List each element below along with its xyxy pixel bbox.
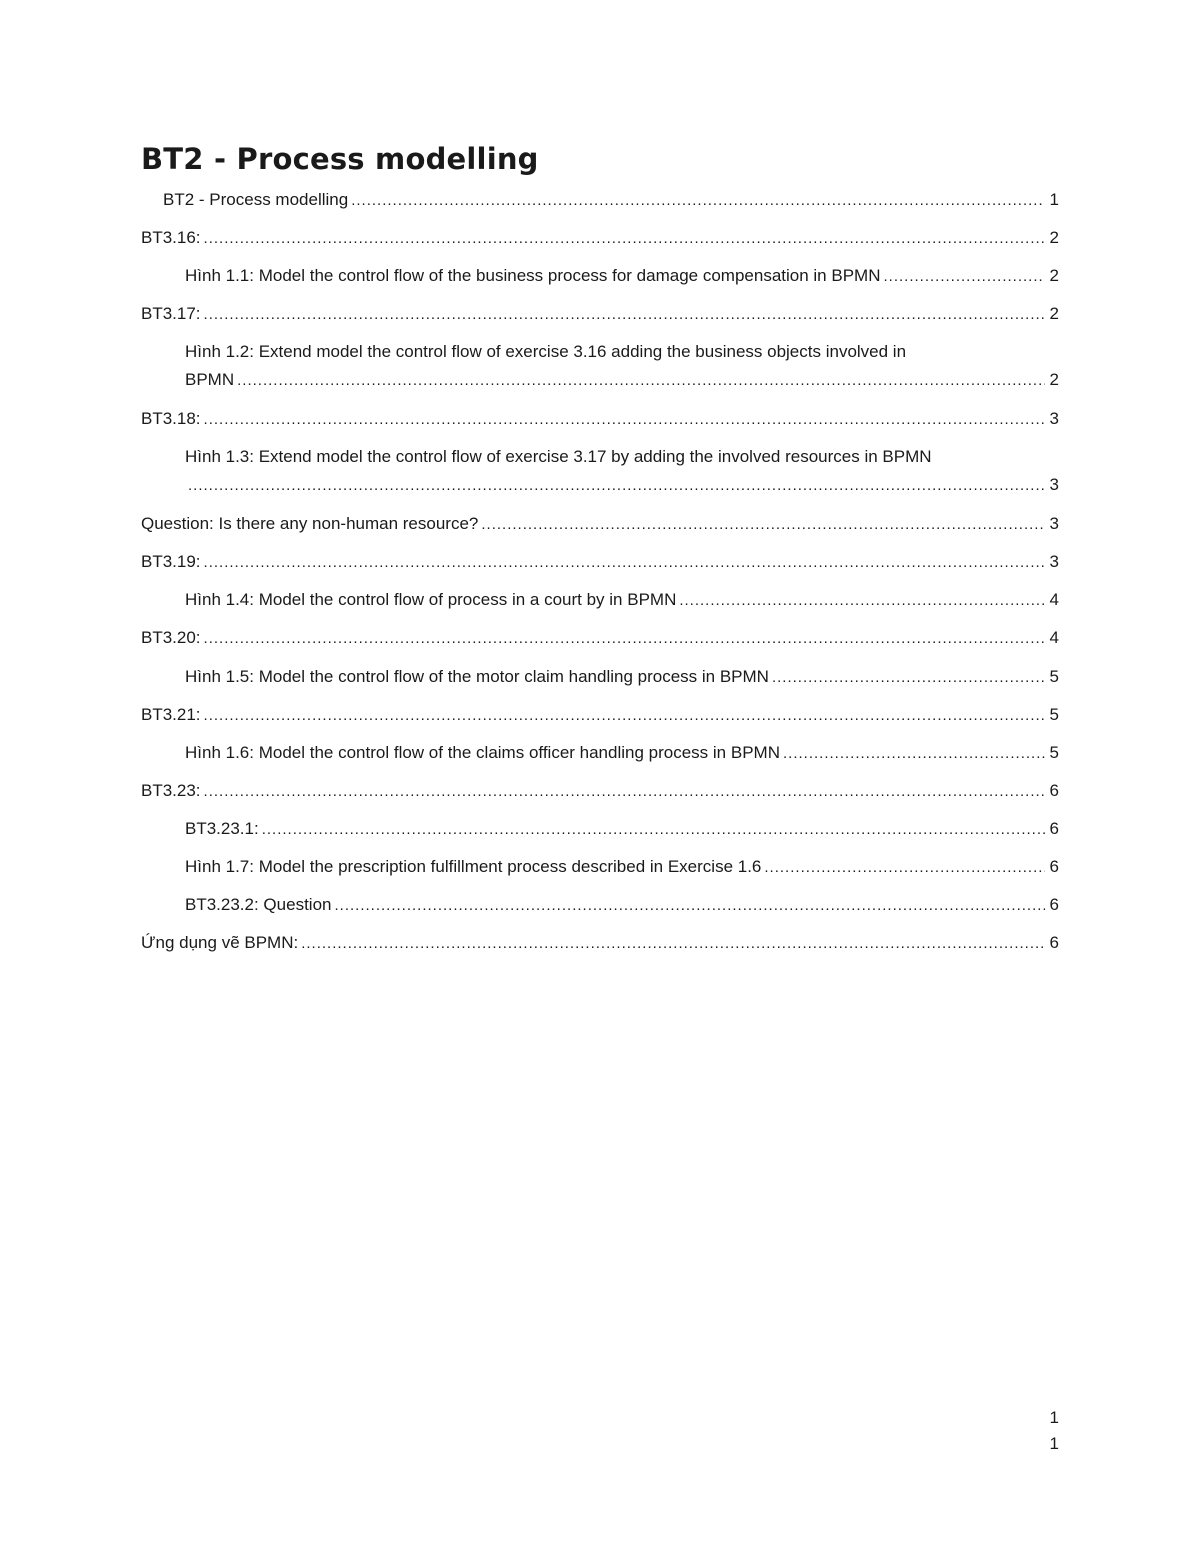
toc-entry[interactable]: [141, 624, 1059, 652]
toc-entry[interactable]: [185, 586, 1059, 614]
toc-entry[interactable]: [141, 405, 1059, 433]
toc-entry[interactable]: [185, 739, 1059, 767]
toc-page-number: 4: [1049, 628, 1059, 647]
toc-entry[interactable]: [185, 815, 1059, 843]
toc-entry-label: BT3.23.2: Question: [185, 895, 332, 914]
toc-entry[interactable]: [141, 300, 1059, 328]
toc-entry[interactable]: [185, 443, 1059, 499]
toc-page-number: 2: [1049, 266, 1059, 285]
footer-page-number: 1: [1049, 1434, 1059, 1453]
toc-page-number: 3: [1049, 552, 1059, 571]
toc-page-number: 6: [1049, 857, 1059, 876]
toc-entry-label-line1: Hình 1.2: Extend model the control flow of exercise 3.16 adding the business objects involved in: [185, 342, 907, 361]
toc-entry[interactable]: [141, 929, 1059, 957]
toc-entry-label: BT3.21:: [141, 705, 201, 724]
toc-dot-leader: [764, 854, 1045, 882]
toc-dot-leader: [204, 301, 1045, 329]
toc-entry-label: Hình 1.4: Model the control flow of process in a court by in BPMN: [185, 590, 677, 609]
toc-entry-label: Question: Is there any non-human resource?: [141, 514, 479, 533]
toc-page-number: 3: [1049, 514, 1059, 533]
toc-page-number: 2: [1049, 370, 1059, 389]
toc-entry-label: BT3.17:: [141, 304, 201, 323]
toc-page-number: 5: [1049, 705, 1059, 724]
toc-page-number: 6: [1049, 781, 1059, 800]
toc-dot-leader: [237, 367, 1045, 395]
document-title: BT2 - Process modelling: [141, 142, 539, 176]
toc-page-number: 6: [1049, 895, 1059, 914]
toc-dot-leader: [262, 816, 1045, 844]
toc-entry[interactable]: [185, 891, 1059, 919]
toc-entry[interactable]: [141, 224, 1059, 252]
toc-entry[interactable]: [185, 853, 1059, 881]
toc-dot-leader: [204, 778, 1045, 806]
toc-dot-leader: [204, 225, 1045, 253]
toc-entry[interactable]: [163, 186, 1059, 214]
toc-page-number: 5: [1049, 743, 1059, 762]
toc-entry-label-line1: Hình 1.3: Extend model the control flow of exercise 3.17 by adding the involved resources in BPMN: [185, 447, 932, 466]
toc-entry[interactable]: [185, 663, 1059, 691]
toc-page-number: 2: [1049, 304, 1059, 323]
toc-page-number: 3: [1049, 409, 1059, 428]
toc-dot-leader: [883, 263, 1045, 291]
toc-dot-leader: [334, 892, 1045, 920]
toc-entry[interactable]: [185, 262, 1059, 290]
toc-entry-label: BT2 - Process modelling: [163, 190, 349, 209]
toc-dot-leader: [204, 702, 1045, 730]
toc-entry-label: BT3.18:: [141, 409, 201, 428]
toc-page-number: 2: [1049, 228, 1059, 247]
toc-page-number: 6: [1049, 819, 1059, 838]
toc-entry-label: BPMN: [185, 370, 235, 389]
toc-entry-label: Hình 1.6: Model the control flow of the claims officer handling process in BPMN: [185, 743, 780, 762]
toc-dot-leader: [783, 740, 1045, 768]
toc-dot-leader: [204, 549, 1045, 577]
toc-dot-leader: [351, 187, 1045, 215]
toc-dot-leader: [481, 511, 1045, 539]
toc-entry[interactable]: [141, 701, 1059, 729]
toc-page-number: 4: [1049, 590, 1059, 609]
toc-entry-label: Hình 1.5: Model the control flow of the motor claim handling process in BPMN: [185, 667, 769, 686]
toc-dot-leader: [772, 664, 1045, 692]
toc-entry-label: BT3.16:: [141, 228, 201, 247]
toc-page-number: 1: [1049, 190, 1059, 209]
toc-dot-leader: [679, 587, 1045, 615]
toc-entry-label: BT3.23:: [141, 781, 201, 800]
toc-dot-leader: [301, 930, 1045, 958]
toc-page-number: 5: [1049, 667, 1059, 686]
toc-dot-leader: [188, 472, 1045, 500]
toc-page-number: 6: [1049, 933, 1059, 952]
toc-entry[interactable]: [141, 777, 1059, 805]
toc-dot-leader: [204, 625, 1045, 653]
toc-dot-leader: [204, 406, 1045, 434]
toc-entry[interactable]: [141, 548, 1059, 576]
toc-entry[interactable]: [141, 510, 1059, 538]
footer-page-number: 1: [1049, 1408, 1059, 1427]
toc-entry-label: BT3.23.1:: [185, 819, 259, 838]
toc-page-number: 3: [1049, 475, 1059, 494]
toc-entry-label: Hình 1.1: Model the control flow of the business process for damage compensation in BPMN: [185, 266, 881, 285]
toc-entry-label: Hình 1.7: Model the prescription fulfillment process described in Exercise 1.6: [185, 857, 762, 876]
toc-entry-label: BT3.20:: [141, 628, 201, 647]
toc-entry-label: BT3.19:: [141, 552, 201, 571]
toc-entry-label: Ứng dụng vẽ BPMN:: [141, 933, 299, 952]
toc-entry[interactable]: [185, 338, 1059, 394]
